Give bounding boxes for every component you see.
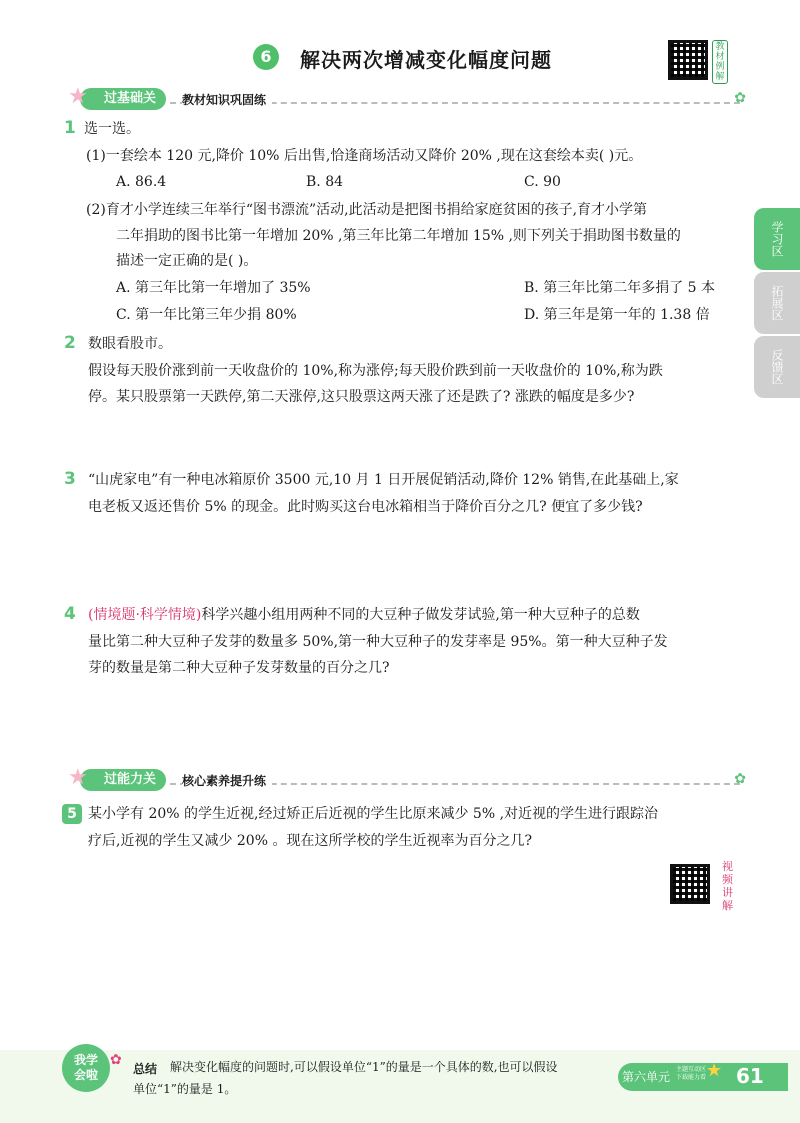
- question-number: 4: [64, 604, 76, 624]
- question-text: 某小学有 20% 的学生近视,经过矫正后近视的学生比原来减少 5% ,对近视的学生进行跟踪治: [88, 806, 659, 822]
- question-text: 停。某只股票第一天跌停,第二天涨停,这只股票这两天涨了还是跌了? 涨跌的幅度是多少?: [88, 389, 635, 405]
- qr-code-icon[interactable]: [670, 864, 710, 904]
- tab-learn[interactable]: 学习区: [754, 208, 800, 270]
- star-icon: ★: [68, 765, 88, 790]
- question-number: 1: [64, 118, 76, 138]
- question-text: 数眼看股市。: [88, 336, 172, 352]
- question-text: [88, 604, 640, 626]
- question-number: 3: [64, 469, 76, 489]
- option-d[interactable]: D. 第三年是第一年的 1.38 倍: [524, 307, 710, 323]
- flower-icon: ✿: [110, 1052, 122, 1068]
- question-text: “山虎家电”有一种电冰箱原价 3500 元,10 月 1 日开展促销活动,降价 12% 销售,在此基础上,家: [88, 472, 679, 488]
- question-text: 假设每天股价涨到前一天收盘价的 10%,称为涨停;每天股价跌到前一天收盘价的 10%,称为跌: [88, 363, 663, 379]
- unit-tiny-label: 主题互动区 下载能力看: [676, 1066, 707, 1081]
- question-text: 电老板又返还售价 5% 的现金。此时购买这台电冰箱相当于降价百分之几? 便宜了多少钱?: [88, 499, 643, 515]
- question-text: 疗后,近视的学生又减少 20% 。现在这所学校的学生近视率为百分之几?: [88, 833, 532, 849]
- section-badge: 过能力关: [80, 769, 166, 791]
- qr-code-icon[interactable]: [668, 40, 708, 80]
- badge-line: 我学: [73, 1053, 98, 1067]
- question-intro: 选一选。: [84, 121, 140, 137]
- star-icon: ★: [706, 1060, 723, 1081]
- question-text: 描述一定正确的是( )。: [116, 253, 258, 269]
- footer-badge: [62, 1044, 110, 1092]
- summary-text: 解决变化幅度的问题时,可以假设单位“1”的量是一个具体的数,也可以假设: [170, 1060, 558, 1074]
- section-ability: [60, 765, 746, 793]
- question-number: 5: [62, 804, 82, 824]
- video-label: 视频讲解: [722, 860, 733, 912]
- unit-label: 第六单元: [622, 1070, 671, 1084]
- question-text: 芽的数量是第二种大豆种子发芽数量的百分之几?: [88, 660, 390, 676]
- option-b[interactable]: B. 84: [306, 174, 344, 190]
- question-text: (1)一套绘本 120 元,降价 10% 后出售,恰逢商场活动又降价 20% ,现在这套绘本卖( )元。: [86, 148, 643, 164]
- flower-icon: ✿: [734, 90, 746, 106]
- option-b[interactable]: B. 第三年比第二年多捐了 5 本: [524, 280, 715, 296]
- option-a[interactable]: A. 86.4: [116, 174, 167, 190]
- page-number: 61: [736, 1064, 764, 1088]
- section-basic: [60, 84, 746, 112]
- tab-extend[interactable]: 拓展区: [754, 272, 800, 334]
- option-a[interactable]: A. 第三年比第一年增加了 35%: [116, 280, 311, 296]
- lesson-number: 6: [253, 44, 279, 70]
- flower-icon: ✿: [734, 771, 746, 787]
- question-text: 二年捐助的图书比第一年增加 20% ,第三年比第二年增加 15% ,则下列关于捐助图书数量的: [116, 228, 681, 244]
- qr-side-label: 教材例解: [712, 40, 728, 84]
- badge-line: 会啦: [73, 1068, 98, 1082]
- question-text: 量比第二种大豆种子发芽的数量多 50%,第一种大豆种子的发芽率是 95%。第一种大豆种子发: [88, 634, 668, 650]
- page-title: 解决两次增减变化幅度问题: [300, 48, 552, 72]
- question-tag: (情境题·科学情境): [88, 607, 202, 623]
- option-c[interactable]: C. 90: [524, 174, 561, 190]
- summary-label: 总结: [133, 1062, 158, 1076]
- option-c[interactable]: C. 第一年比第三年少捐 80%: [116, 307, 297, 323]
- section-badge: 过基础关: [80, 88, 166, 110]
- section-subtitle: 教材知识巩固练: [182, 91, 272, 108]
- question-number: 2: [64, 333, 76, 353]
- star-icon: ★: [68, 84, 88, 109]
- tab-feedback[interactable]: 反馈区: [754, 336, 800, 398]
- question-text: (2)育才小学连续三年举行“图书漂流”活动,此活动是把图书捐给家庭贫困的孩子,育才小学第: [86, 202, 648, 218]
- summary-text: 单位“1”的量是 1。: [133, 1082, 237, 1096]
- question-text-rest: 科学兴趣小组用两种不同的大豆种子做发芽试验,第一种大豆种子的总数: [201, 607, 640, 623]
- section-subtitle: 核心素养提升练: [182, 772, 272, 789]
